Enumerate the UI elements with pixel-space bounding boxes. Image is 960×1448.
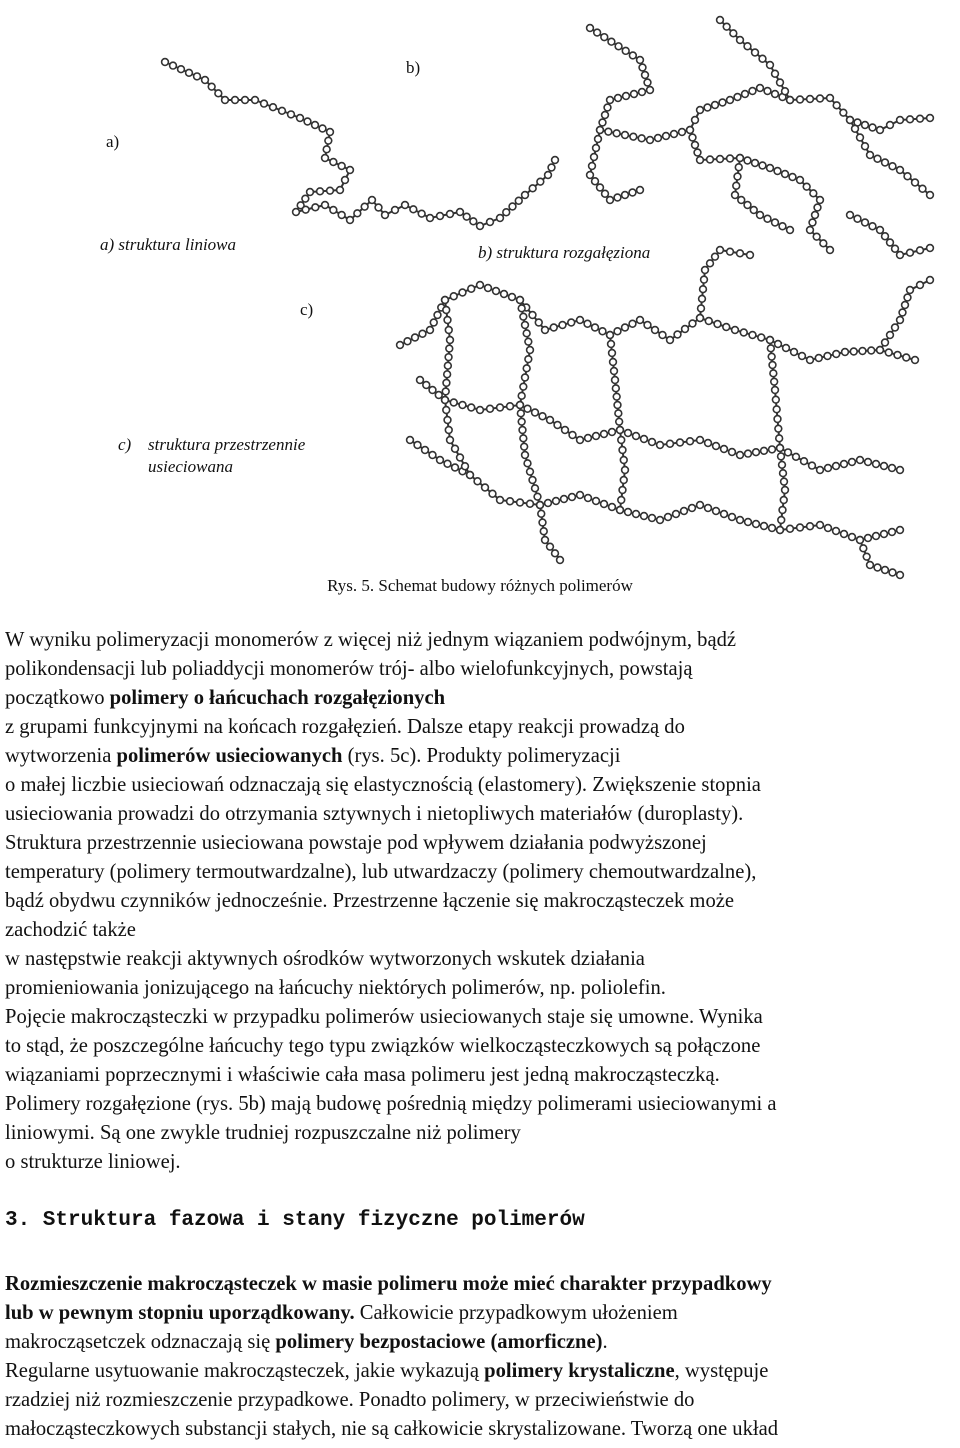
text-line xyxy=(5,1270,955,1299)
paragraph-phase-structure xyxy=(5,1270,955,1444)
text-line: W wyniku polimeryzacji monomerów z więcej niż jednym wiązaniem podwójnym, bądź xyxy=(5,629,737,651)
network-crosslink-2 xyxy=(607,332,629,514)
network-arm-3 xyxy=(537,502,564,564)
text-line: początkowo polimery o łańcuchach rozgałęzionych xyxy=(5,687,446,709)
figure-label-a: a) xyxy=(106,132,120,151)
network-arm-2 xyxy=(877,277,934,354)
text-line: to stąd, że poszczególne łańcuchy tego typu związków wielkocząsteczkowych są połączone xyxy=(5,1035,761,1057)
network-chain-2 xyxy=(417,377,904,474)
term-crosslinked-polymers: polimerów usieciowanych xyxy=(116,745,343,767)
text-line: promieniowania jonizującego na łańcuchy niektórych polimerów, np. poliolefin. xyxy=(5,977,666,999)
text-line: temperatury (polimery termoutwardzalne), lub utwardzaczy (polimery chemoutwardzalne), xyxy=(5,861,757,883)
text-line: polikondensacji lub poliaddycji monomerów trój- albo wielofunkcyjnych, powstają xyxy=(5,658,693,680)
text-line: usieciowania prowadzi do otrzymania sztywnych i nietopliwych materiałów (duroplasty). xyxy=(5,803,744,825)
text-line: wiązaniami poprzecznymi i właściwie cała masa polimeru jest jedną makrocząsteczką. xyxy=(5,1064,720,1086)
network-chain-1 xyxy=(397,282,919,364)
network-crosslink-4 xyxy=(517,297,544,509)
caption-crosslinked-line1: struktura przestrzennie xyxy=(148,435,306,454)
text-line: Struktura przestrzennie usieciowana powstaje pod wpływem działania podwyższonej xyxy=(5,832,707,854)
paragraph-crosslinking xyxy=(5,626,955,1177)
bold-text: lub w pewnym stopniu uporządkowany. xyxy=(5,1302,355,1324)
text-line: liniowymi. Są one zwykle trudniej rozpuszczalne niż polimery xyxy=(5,1122,521,1144)
network-chain-3 xyxy=(407,437,904,544)
text-line: makrocząsetczek odznaczają się polimery bezpostaciowe (amorficzne). xyxy=(5,1331,608,1353)
text-line: o małej liczbie usieciowań odznaczają się elastycznością (elastomery). Zwiększenie stopnia xyxy=(5,774,761,796)
caption-linear: a) struktura liniowa xyxy=(100,235,237,254)
term-amorphous-polymers: polimery bezpostaciowe (amorficzne) xyxy=(275,1331,603,1353)
term-crystalline-polymers: polimery krystaliczne xyxy=(484,1360,675,1382)
network-arm-4 xyxy=(857,537,904,579)
caption-branched: b) struktura rozgałęziona xyxy=(478,243,651,262)
network-crosslink-1 xyxy=(442,297,474,479)
text-line: w następstwie reakcji aktywnych ośrodków wytworzonych wskutek działania xyxy=(5,948,645,970)
text-line: wytworzenia polimerów usieciowanych (rys. 5c). Produkty polimeryzacji xyxy=(5,745,621,767)
bold-text: Rozmieszczenie makrocząsteczek w masie polimeru może mieć charakter przypadkowy xyxy=(5,1273,772,1295)
figure-label-c: c) xyxy=(300,300,314,319)
branched-chain-arm-6 xyxy=(847,212,934,259)
term-branched-polymers: polimery o łańcuchach rozgałęzionych xyxy=(109,687,446,709)
text-line: Regularne usytuowanie makrocząsteczek, jakie wykazują polimery krystaliczne, występuje xyxy=(5,1360,769,1382)
text-line: Pojęcie makrocząsteczki w przypadku polimerów usieciowanych staje się umowne. Wynika xyxy=(5,1006,763,1028)
polymer-schematic xyxy=(0,0,960,600)
linear-chain xyxy=(162,59,559,230)
figure-label-b: b) xyxy=(406,58,421,77)
text-line: Polimery rozgałęzione (rys. 5b) mają budowę pośrednią między polimerami usieciowanymi a xyxy=(5,1093,777,1115)
text-line: małocząsteczkowych substancji stałych, nie są całkowicie skrystalizowane. Tworzą one układ xyxy=(5,1418,779,1440)
network-crosslink-3 xyxy=(767,337,789,534)
caption-crosslinked-num: c) xyxy=(118,435,132,454)
text-line: bądź obydwu czynników jednocześnie. Przestrzenne łączenie się makrocząsteczek może xyxy=(5,890,735,912)
branched-chain-main xyxy=(587,25,934,144)
text-line: o strukturze liniowej. xyxy=(5,1151,181,1173)
polymer-chains xyxy=(162,17,934,579)
text-line: zachodzić także xyxy=(5,919,136,941)
text-line: rzadziej niż rozmieszczenie przypadkowe. Ponadto polimery, w przeciwieństwie do xyxy=(5,1389,695,1411)
text-line: lub w pewnym stopniu uporządkowany. Całkowicie przypadkowym ułożeniem xyxy=(5,1302,678,1324)
section-heading: 3. Struktura fazowa i stany fizyczne polimerów xyxy=(5,1209,585,1232)
network-arm-1 xyxy=(697,247,754,322)
figure-caption: Rys. 5. Schemat budowy różnych polimerów xyxy=(327,576,633,595)
caption-crosslinked-line2: usieciowana xyxy=(148,457,233,476)
text-line: z grupami funkcyjnymi na końcach rozgałęzień. Dalsze etapy reakcji prowadzą do xyxy=(5,716,685,738)
branched-chain-arm-1 xyxy=(687,127,834,254)
